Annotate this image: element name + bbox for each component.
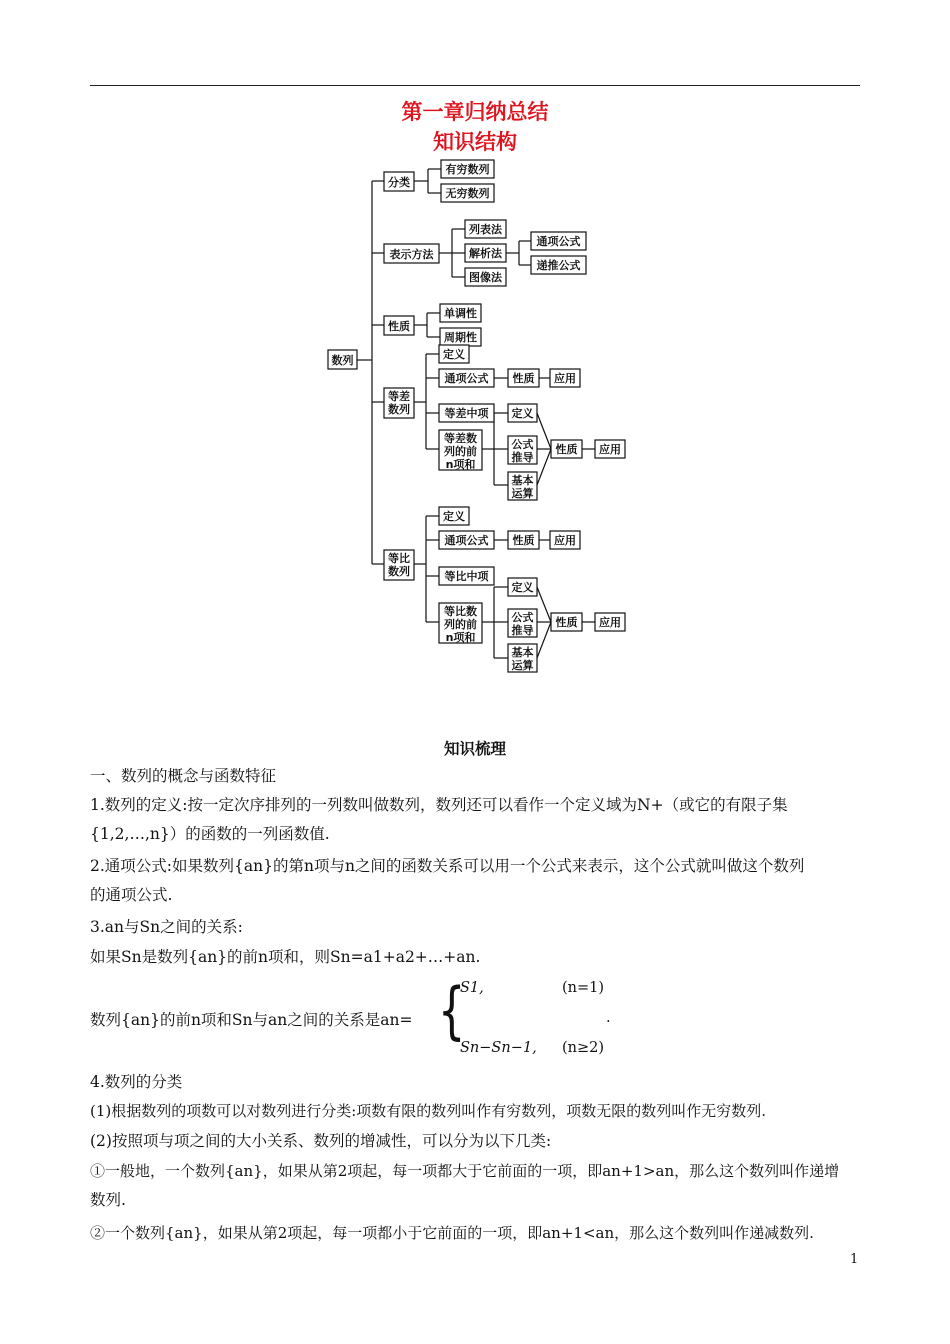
- svg-text:通项公式: 通项公式: [444, 534, 489, 547]
- node-dc-yingyong: [550, 369, 580, 387]
- svg-text:定义: 定义: [511, 581, 534, 594]
- para-classification-1: (1)根据数列的项数可以对数列进行分类:项数有限的数列叫作有穷数列，项数无限的数列叫作无穷数列.: [90, 1102, 767, 1120]
- svg-text:分类: 分类: [388, 176, 410, 189]
- node-dc-xz2: [551, 440, 582, 458]
- svg-text:数列: 数列: [331, 354, 354, 367]
- svg-text:性质: 性质: [388, 320, 410, 333]
- para-relation-heading: 3.an与Sn之间的关系:: [90, 918, 243, 936]
- case-2-expr: Sn−Sn−1,: [460, 1040, 537, 1056]
- node-tongxiang: [531, 232, 586, 250]
- svg-text:推导: 推导: [511, 624, 534, 637]
- svg-text:公式: 公式: [511, 438, 534, 451]
- node-dc-gongshi: [508, 436, 537, 464]
- para-definition-line2: {1,2,…,n}）的函数的一列函数值.: [90, 825, 330, 843]
- svg-text:图像法: 图像法: [469, 271, 502, 284]
- node-db-tongxiang: [439, 531, 494, 549]
- svg-text:等差数: 等差数: [444, 432, 477, 445]
- node-jiexi: [465, 244, 506, 262]
- svg-text:等比中项: 等比中项: [444, 570, 489, 583]
- para-classification-heading: 4.数列的分类: [90, 1073, 183, 1091]
- case-2-cond: (n≥2): [562, 1040, 605, 1056]
- node-zhouqi: [440, 328, 481, 346]
- para-definition-line1: 1.数列的定义:按一定次序排列的一列数叫做数列，数列还可以看作一个定义域为N+（或它的有限子集: [90, 796, 788, 814]
- node-dc-tongxiang: [439, 369, 494, 387]
- formula-period: .: [606, 1010, 611, 1026]
- page-title: 第一章归纳总结: [401, 100, 549, 124]
- svg-text:基本: 基本: [511, 474, 534, 487]
- svg-text:性质: 性质: [555, 616, 578, 629]
- node-db-gongshi: [508, 609, 537, 637]
- node-liebiao: [465, 220, 506, 238]
- para-general-term-line1: 2.通项公式:如果数列{an}的第n项与n之间的函数关系可以用一个公式来表示，这个公式就叫做这个数列: [90, 857, 805, 875]
- svg-text:列的前: 列的前: [444, 618, 477, 631]
- svg-text:应用: 应用: [599, 443, 621, 456]
- svg-text:数列: 数列: [388, 403, 410, 416]
- svg-text:运算: 运算: [511, 487, 534, 500]
- svg-text:无穷数列: 无穷数列: [445, 187, 490, 200]
- node-dengbi: [384, 550, 414, 580]
- svg-text:数列: 数列: [388, 565, 410, 578]
- svg-text:性质: 性质: [512, 372, 535, 385]
- svg-text:递推公式: 递推公式: [536, 259, 581, 272]
- para-classification-2: (2)按照项与项之间的大小关系、数列的增减性，可以分为以下几类:: [90, 1132, 552, 1150]
- node-db-yingyong2: [595, 613, 625, 631]
- node-db-dingyi: [439, 507, 469, 525]
- page-subtitle: 知识结构: [433, 130, 517, 154]
- para-increasing-line2: 数列.: [90, 1191, 126, 1209]
- node-youqiong: [441, 160, 494, 178]
- piecewise-brace: {: [437, 974, 466, 1047]
- svg-text:n项和: n项和: [445, 631, 476, 644]
- svg-text:周期性: 周期性: [444, 331, 477, 344]
- node-dc-qianxiang: [439, 430, 482, 471]
- node-tuxiang: [465, 268, 506, 286]
- svg-text:等比数: 等比数: [444, 605, 477, 618]
- node-ditui: [531, 256, 586, 274]
- svg-text:通项公式: 通项公式: [444, 372, 489, 385]
- node-db-dingyi2: [508, 578, 537, 596]
- case-1-cond: (n=1): [562, 980, 605, 996]
- node-dc-yingyong2: [595, 440, 625, 458]
- svg-text:基本: 基本: [511, 646, 534, 659]
- node-wuqiong: [441, 184, 494, 202]
- svg-text:应用: 应用: [554, 534, 576, 547]
- svg-text:解析法: 解析法: [469, 247, 502, 260]
- para-increasing-line1: ①一般地，一个数列{an}，如果从第2项起，每一项都大于它前面的一项，即an+1>an，那么这个数列叫作递增: [90, 1162, 840, 1180]
- node-dc-dingyi2: [508, 404, 537, 422]
- node-dengcha: [384, 388, 414, 418]
- node-fenlei: [384, 172, 414, 191]
- para-decreasing: ②一个数列{an}，如果从第2项起，每一项都小于它前面的一项，即an+1<an，那么这个数列叫作递减数列.: [90, 1224, 814, 1242]
- case-1-expr: S1,: [460, 980, 484, 996]
- node-db-xz: [508, 531, 539, 549]
- para-relation-formula: 数列{an}的前n项和Sn与an之间的关系是an=: [90, 1011, 413, 1029]
- section-title: 知识梳理: [443, 740, 506, 758]
- node-dc-xz: [508, 369, 539, 387]
- node-dc-zhongxiang: [439, 404, 494, 422]
- svg-text:等比: 等比: [388, 552, 410, 565]
- svg-text:定义: 定义: [443, 348, 465, 361]
- svg-text:公式: 公式: [511, 611, 534, 624]
- svg-text:列表法: 列表法: [469, 223, 502, 236]
- para-heading-1: 一、数列的概念与函数特征: [90, 767, 277, 785]
- node-dantiao: [440, 304, 481, 322]
- svg-text:运算: 运算: [511, 659, 534, 672]
- svg-text:定义: 定义: [511, 407, 534, 420]
- para-sum-definition: 如果Sn是数列{an}的前n项和，则Sn=a1+a2+…+an.: [90, 948, 481, 966]
- svg-text:推导: 推导: [511, 451, 534, 464]
- node-xingzhi: [384, 316, 414, 335]
- svg-text:表示方法: 表示方法: [389, 248, 434, 261]
- node-biaoshi: [384, 244, 439, 263]
- svg-text:应用: 应用: [599, 616, 621, 629]
- node-db-jiben: [508, 644, 537, 672]
- node-db-yingyong: [550, 531, 580, 549]
- para-general-term-line2: 的通项公式.: [90, 886, 173, 904]
- svg-text:定义: 定义: [443, 510, 465, 523]
- node-db-qianxiang: [439, 603, 482, 644]
- svg-text:性质: 性质: [555, 443, 578, 456]
- svg-text:等差中项: 等差中项: [444, 407, 489, 420]
- node-dc-dingyi: [439, 345, 469, 363]
- svg-text:有穷数列: 有穷数列: [445, 163, 490, 176]
- svg-text:等差: 等差: [388, 390, 410, 403]
- svg-text:单调性: 单调性: [444, 307, 477, 320]
- svg-text:性质: 性质: [512, 534, 535, 547]
- page-number: 1: [850, 1252, 859, 1267]
- node-dc-jiben: [508, 472, 537, 500]
- svg-text:n项和: n项和: [445, 458, 476, 471]
- svg-text:列的前: 列的前: [444, 445, 477, 458]
- node-root: [328, 350, 357, 369]
- svg-text:通项公式: 通项公式: [536, 235, 581, 248]
- svg-text:应用: 应用: [554, 372, 576, 385]
- node-db-xz2: [551, 613, 582, 631]
- node-db-zhongxiang: [439, 567, 494, 585]
